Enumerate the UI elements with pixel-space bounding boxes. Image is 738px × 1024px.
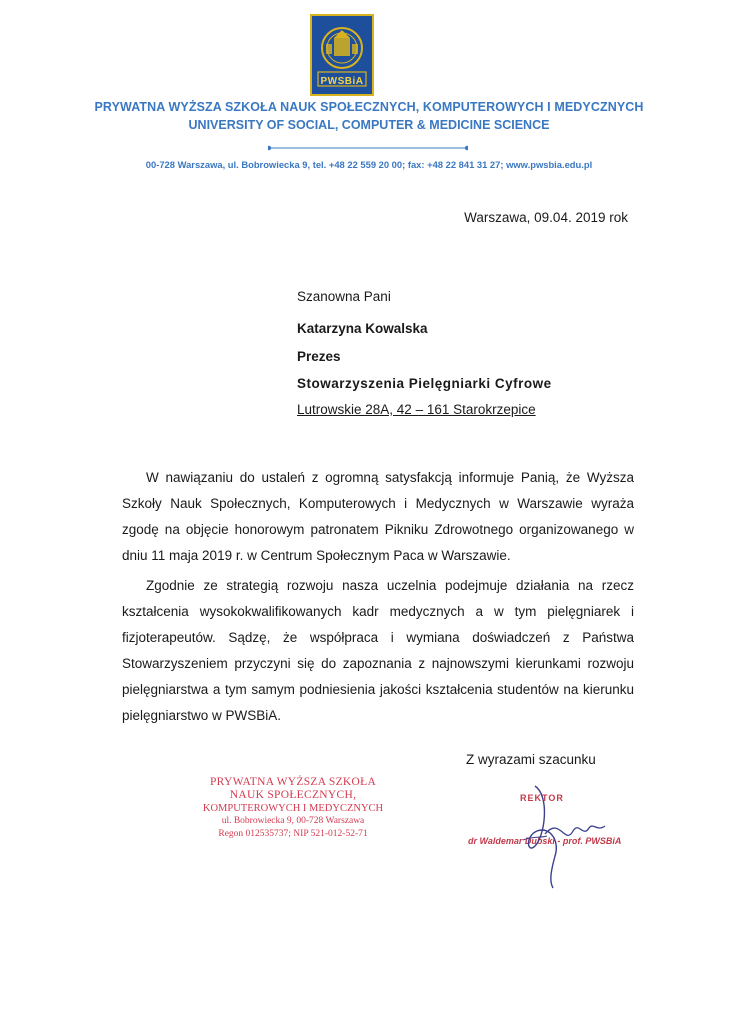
letterhead-divider: [268, 143, 468, 153]
body-paragraph-2: Zgodnie ze strategią rozwoju nasza uczelnia podejmuje działania na rzecz kształcenia wysokokwalifikowanych kadr medycznych a w tym pielęgniarek i fizjoterapeutów. Sądzę, że współpraca i wymiana doświadczeń z Państwa Stowarzyszeniem przyczyni się do zapoznania z najnowszymi kierunkami rozwoju pielęgniarstwa a tym samym podniesienia jakości kształcenia studentów na kierunku pielęgniarstwo w PWSBiA.: [122, 578, 634, 723]
recipient-address: Lutrowskie 28A, 42 – 161 Starokrzepice: [297, 402, 536, 417]
salutation: Szanowna Pani: [297, 289, 391, 304]
stamp-line-2: NAUK SPOŁECZNYCH,: [229, 789, 357, 801]
contact-line: 00-728 Warszawa, ul. Bobrowiecka 9, tel. +48 22 559 20 00; fax: +48 22 841 31 27; www.pwsbia.edu.pl: [145, 159, 593, 170]
stamp-line-4: ul. Bobrowiecka 9, 00-728 Warszawa: [221, 816, 365, 826]
stamp-line-5: Regon 012535737; NIP 521-012-52-71: [218, 829, 368, 839]
signature-title: REKTOR: [520, 793, 564, 803]
institution-stamp: [188, 776, 398, 841]
signature-name: dr Waldemar Dubski - prof. PWSBiA: [468, 836, 622, 846]
stamp-line-1: PRYWATNA WYŻSZA SZKOŁA: [209, 776, 377, 788]
institution-name-pl: PRYWATNA WYŻSZA SZKOŁA NAUK SPOŁECZNYCH, KOMPUTEROWYCH I MEDYCZNYCH: [94, 100, 644, 114]
logo-wordmark: PWSBiA: [320, 76, 364, 87]
body-paragraph-1: W nawiązaniu do ustaleń z ogromną satysfakcją informuje Panią, że Wyższa Szkoły Nauk Społecznych, Komputerowych i Medycznych w Warszawie wyraża zgodę na objęcie honorowym patronatem Pikniku Zdrowotnego organizowanego w dniu 11 maja 2019 r. w Centrum Społecznym Paca w Warszawie.: [122, 470, 634, 563]
handwritten-signature: [505, 776, 615, 896]
date-line: Warszawa, 09.04. 2019 rok: [464, 210, 628, 225]
recipient-name: Katarzyna Kowalska: [297, 321, 428, 336]
institution-name-en: UNIVERSITY OF SOCIAL, COMPUTER & MEDICINE SCIENCE: [188, 118, 550, 132]
university-logo: [310, 14, 374, 96]
recipient-role: Prezes: [297, 349, 341, 364]
closing-phrase: Z wyrazami szacunku: [466, 752, 596, 767]
recipient-organization: Stowarzyszenia Pielęgniarki Cyfrowe: [297, 376, 552, 391]
stamp-line-3: KOMPUTEROWYCH I MEDYCZNYCH: [202, 803, 384, 814]
